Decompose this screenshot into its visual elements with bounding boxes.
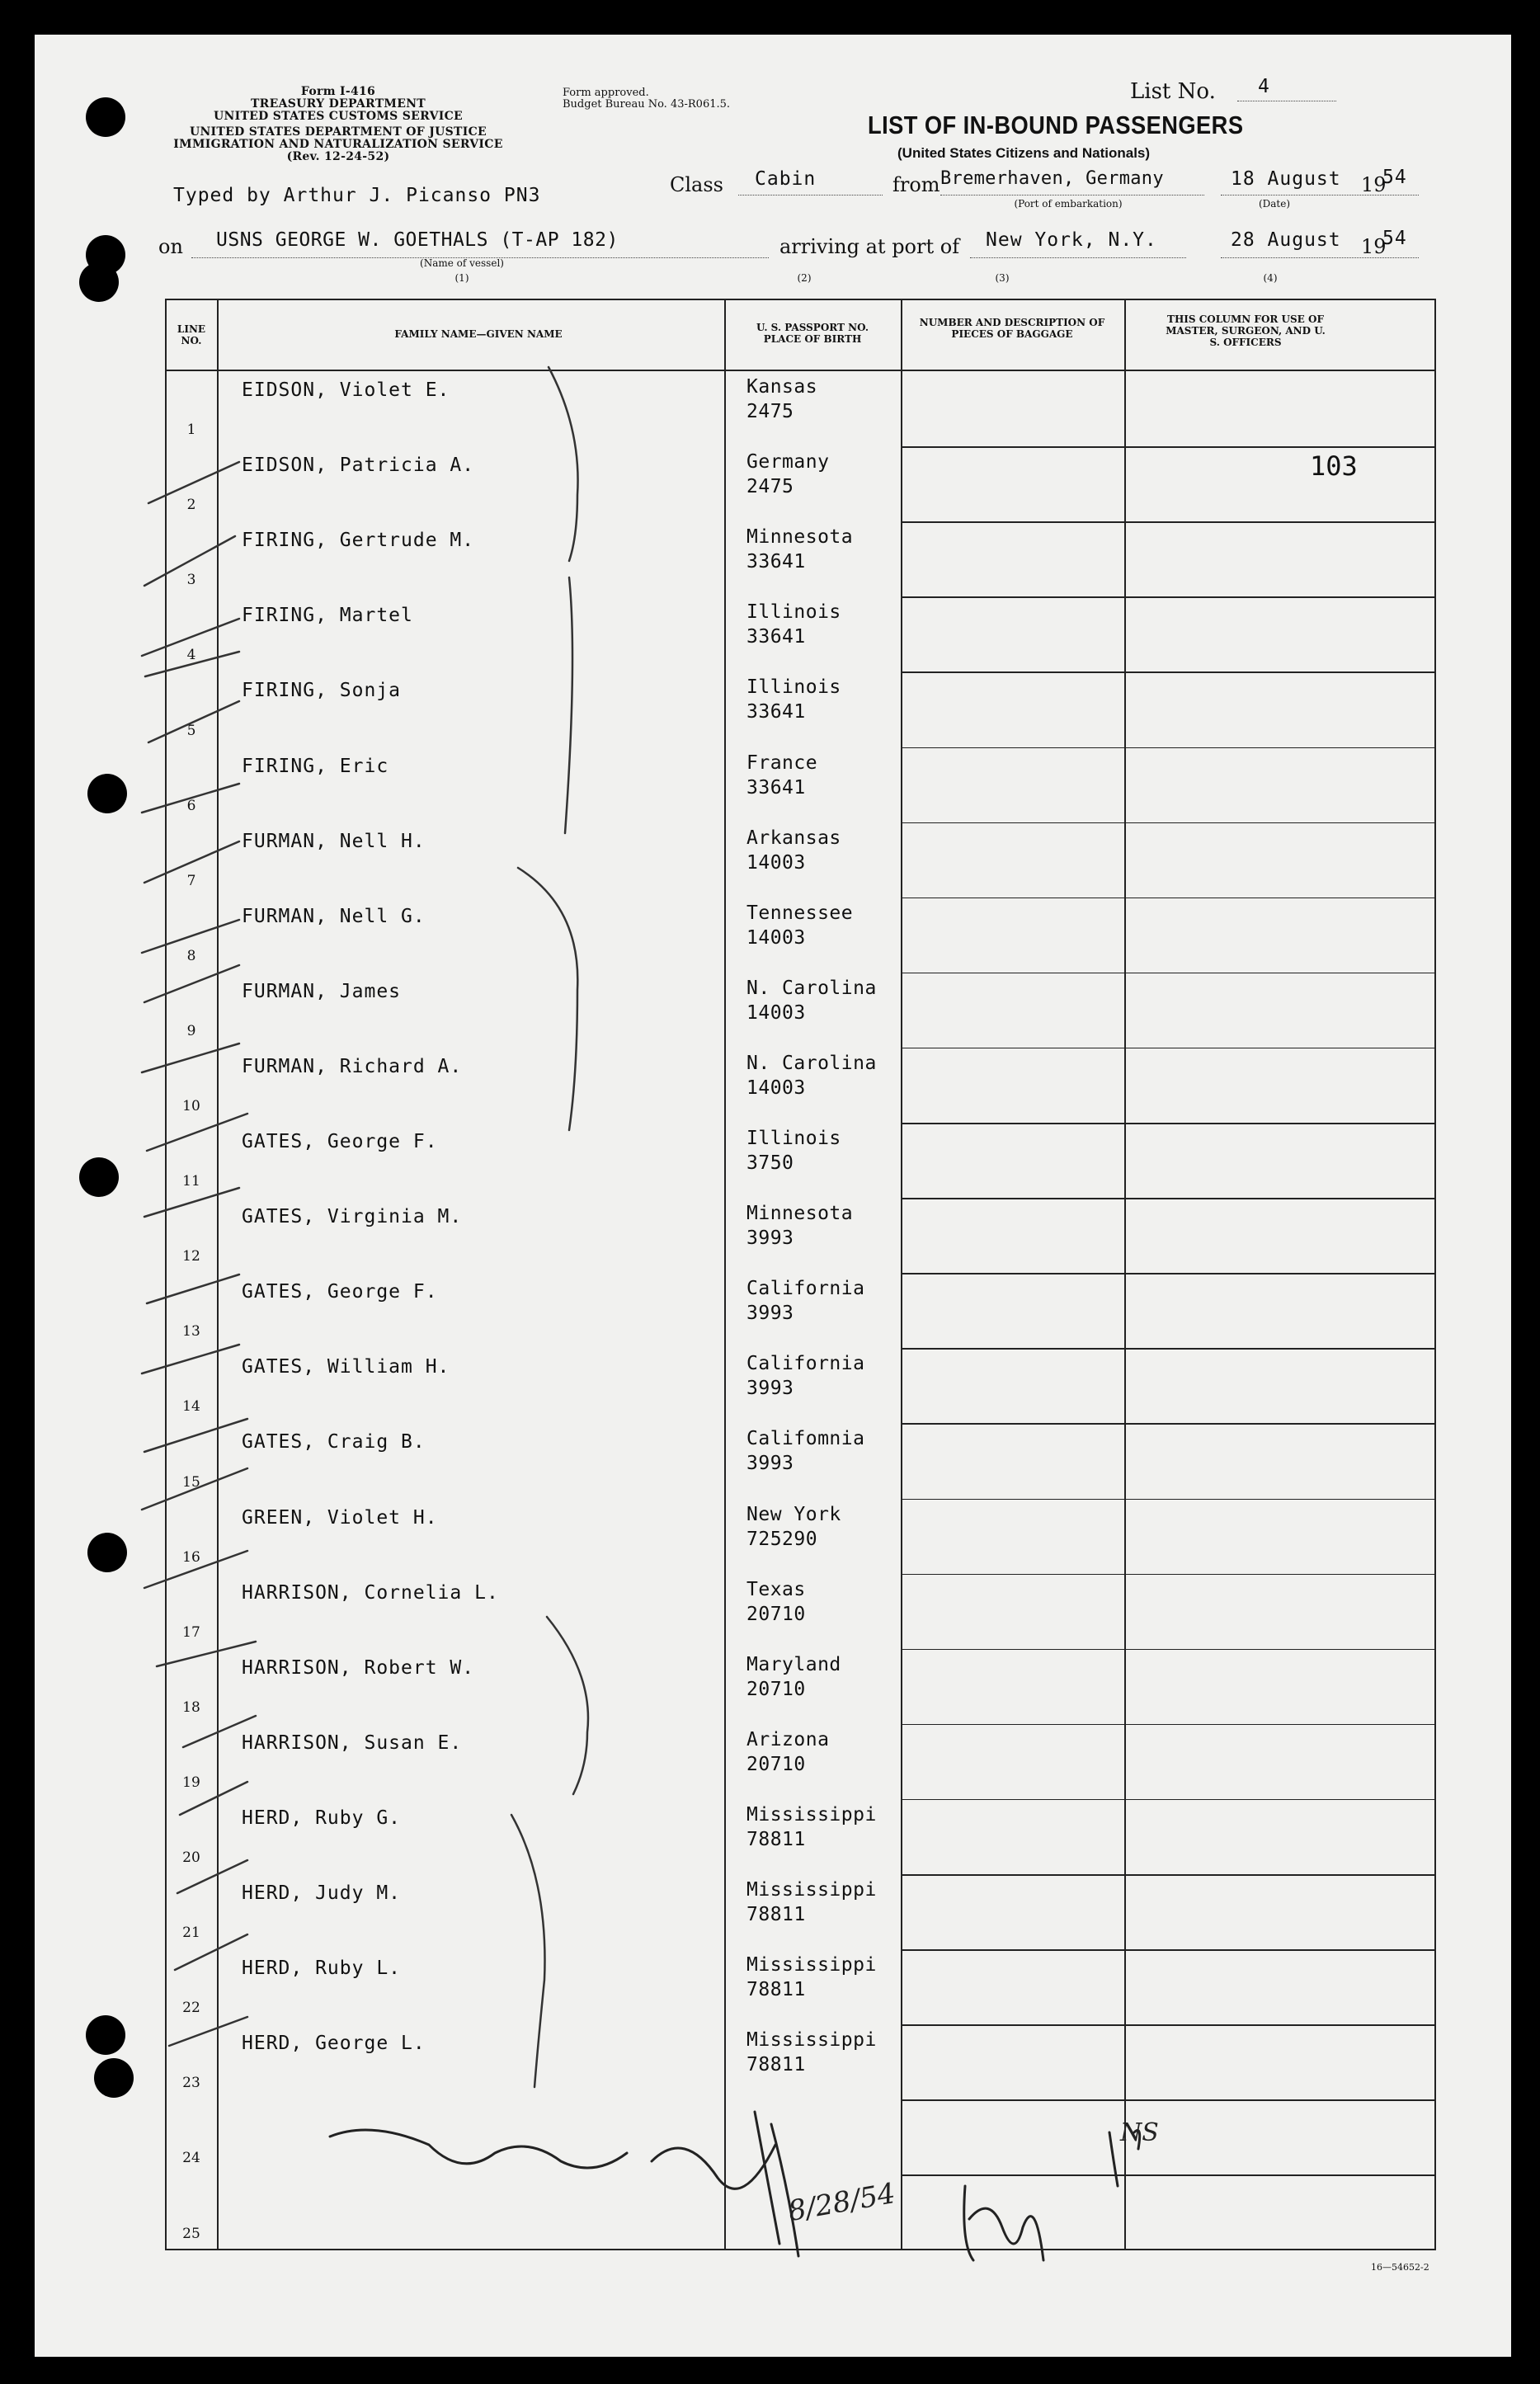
col2-caption: (2) xyxy=(797,272,812,284)
birthplace: Arizona xyxy=(746,1728,830,1750)
passenger-name: GATES, George F. xyxy=(242,1131,438,1152)
passport-number: 725290 xyxy=(746,1528,818,1550)
header-name: FAMILY NAME—GIVEN NAME xyxy=(394,328,563,340)
line-number: 20 xyxy=(182,1849,200,1866)
passport-number: 14003 xyxy=(746,851,806,874)
passport-number: 78811 xyxy=(746,1904,806,1925)
birthplace: N. Carolina xyxy=(746,977,877,999)
birthplace: Illinois xyxy=(746,1128,841,1149)
birthplace: N. Carolina xyxy=(746,1052,877,1074)
passenger-name: EIDSON, Violet E. xyxy=(242,379,450,401)
passenger-name: FIRING, Eric xyxy=(242,755,389,777)
class-value: Cabin xyxy=(755,168,817,190)
treasury-dept: TREASURY DEPARTMENT xyxy=(250,97,426,111)
birthplace: Minnesota xyxy=(746,1203,854,1225)
birthplace: California xyxy=(746,1278,865,1300)
passport-number: 14003 xyxy=(746,1001,806,1024)
header-line-no: LINE NO. xyxy=(177,323,206,346)
birthplace: Mississippi xyxy=(746,1803,877,1826)
passenger-name: EIDSON, Patricia A. xyxy=(242,455,475,477)
birthplace: France xyxy=(746,751,818,774)
passport-number: 3750 xyxy=(746,1152,794,1174)
class-label: Class xyxy=(670,173,723,196)
page-subtitle: (United States Citizens and Nationals) xyxy=(897,145,1151,161)
passenger-name: FURMAN, James xyxy=(242,980,402,1002)
line-number: 8 xyxy=(186,947,196,964)
line-number: 25 xyxy=(182,2225,200,2242)
date-caption: (Date) xyxy=(1258,198,1291,210)
passenger-name: FIRING, Martel xyxy=(242,605,413,627)
embarkation-caption: (Port of embarkation) xyxy=(1014,198,1123,210)
form-number: Form I-416 xyxy=(300,85,376,98)
header-passport: U. S. PASSPORT NO. PLACE OF BIRTH xyxy=(756,322,869,345)
passport-number: 3993 xyxy=(746,1378,794,1400)
birthplace: Mississippi xyxy=(746,1879,877,1901)
line-number: 3 xyxy=(186,572,196,589)
birthplace: New York xyxy=(746,1503,841,1525)
form-approved: Form approved. xyxy=(563,87,649,99)
justice-dept: UNITED STATES DEPARTMENT OF JUSTICE xyxy=(189,125,487,139)
line-number: 14 xyxy=(182,1398,200,1416)
passenger-name: HERD, Ruby G. xyxy=(242,1807,402,1829)
passenger-name: GATES, William H. xyxy=(242,1356,450,1378)
arrival-date: 28 August xyxy=(1231,229,1341,251)
line-number: 24 xyxy=(182,2150,200,2167)
passenger-name: GATES, Virginia M. xyxy=(242,1206,463,1228)
header-officers: THIS COLUMN FOR USE OF MASTER, SURGEON, AND U. S. OFFICERS xyxy=(1166,313,1326,348)
line-number: 2 xyxy=(186,497,196,514)
passport-number: 78811 xyxy=(746,1979,806,2001)
passport-number: 20710 xyxy=(746,1753,806,1775)
line-number: 7 xyxy=(186,872,196,889)
arrival-year: 54 xyxy=(1382,228,1407,249)
on-label: on xyxy=(158,235,183,258)
passport-number: 14003 xyxy=(746,926,806,949)
passport-number: 78811 xyxy=(746,1828,806,1850)
birthplace: Kansas xyxy=(746,376,818,398)
arriving-label: arriving at port of xyxy=(779,235,960,258)
line-number: 16 xyxy=(182,1548,200,1566)
passport-number: 2475 xyxy=(746,401,794,422)
from-label: from xyxy=(892,173,940,196)
line-number: 4 xyxy=(186,647,196,664)
line-number: 21 xyxy=(182,1925,200,1942)
birthplace: Maryland xyxy=(746,1653,841,1675)
line-number: 1 xyxy=(186,422,196,439)
col3-caption: (3) xyxy=(995,272,1010,284)
passenger-name: HARRISON, Robert W. xyxy=(242,1656,475,1679)
customs-service: UNITED STATES CUSTOMS SERVICE xyxy=(214,110,463,123)
passenger-name: GATES, George F. xyxy=(242,1281,438,1303)
signature-initials: NS xyxy=(1120,2118,1159,2147)
birthplace: Arkansas xyxy=(746,827,841,849)
line-number: 22 xyxy=(182,2000,200,2017)
departure-year: 54 xyxy=(1382,167,1407,188)
officer-note: 103 xyxy=(1310,450,1358,482)
birthplace: Mississippi xyxy=(746,2029,877,2052)
passenger-name: FURMAN, Richard A. xyxy=(242,1055,463,1077)
birthplace: Illinois xyxy=(746,676,841,699)
passenger-name: HARRISON, Cornelia L. xyxy=(242,1581,499,1604)
departure-year-prefix: 19 xyxy=(1361,173,1387,196)
birthplace: Mississippi xyxy=(746,1954,877,1976)
line-number: 6 xyxy=(186,797,196,814)
passenger-name: GREEN, Violet H. xyxy=(242,1506,438,1529)
birthplace: Califomnia xyxy=(746,1428,865,1450)
typed-by: Typed by Arthur J. Picanso PN3 xyxy=(173,185,541,206)
ins-service: IMMIGRATION AND NATURALIZATION SERVICE xyxy=(173,138,503,151)
line-number: 13 xyxy=(182,1323,200,1340)
passenger-name: HERD, George L. xyxy=(242,2033,426,2055)
passport-number: 78811 xyxy=(746,2054,806,2076)
line-number: 18 xyxy=(182,1698,200,1716)
embarkation-port: Bremerhaven, Germany xyxy=(940,168,1164,189)
birthplace: Tennessee xyxy=(746,902,854,924)
line-number: 15 xyxy=(182,1473,200,1491)
line-number: 12 xyxy=(182,1248,200,1265)
arrival-year-prefix: 19 xyxy=(1361,235,1387,258)
passport-number: 14003 xyxy=(746,1077,806,1099)
passenger-name: GATES, Craig B. xyxy=(242,1431,426,1453)
passport-number: 3993 xyxy=(746,1303,794,1325)
passport-number: 33641 xyxy=(746,551,806,573)
passport-number: 3993 xyxy=(746,1227,794,1250)
passport-number: 20710 xyxy=(746,1678,806,1700)
line-number: 5 xyxy=(186,722,196,739)
birthplace: Minnesota xyxy=(746,526,854,549)
line-number: 9 xyxy=(186,1022,196,1039)
list-number: 4 xyxy=(1258,76,1270,97)
birthplace: Illinois xyxy=(746,601,841,624)
passenger-name: HERD, Ruby L. xyxy=(242,1958,402,1980)
passenger-name: FURMAN, Nell G. xyxy=(242,905,426,927)
col4-caption: (4) xyxy=(1263,272,1278,284)
line-number: 19 xyxy=(182,1774,200,1791)
birthplace: Texas xyxy=(746,1578,806,1600)
line-number: 11 xyxy=(182,1173,200,1190)
signature-date: 8/28/54 xyxy=(785,2176,898,2229)
birthplace: Germany xyxy=(746,451,830,474)
passenger-name: FURMAN, Nell H. xyxy=(242,830,426,852)
line-number: 10 xyxy=(182,1098,200,1114)
passport-number: 33641 xyxy=(746,776,806,799)
passport-number: 2475 xyxy=(746,476,794,498)
birthplace: California xyxy=(746,1353,865,1375)
revision: (Rev. 12-24-52) xyxy=(286,150,390,163)
vessel-name: USNS GEORGE W. GOETHALS (T-AP 182) xyxy=(216,229,619,251)
line-number: 17 xyxy=(182,1623,200,1641)
passenger-name: FIRING, Gertrude M. xyxy=(242,530,475,552)
budget-bureau: Budget Bureau No. 43-R061.5. xyxy=(563,98,731,111)
footer-code: 16—54652-2 xyxy=(1371,2262,1429,2273)
passenger-name: FIRING, Sonja xyxy=(242,680,402,702)
passport-number: 33641 xyxy=(746,701,806,723)
header-baggage: NUMBER AND DESCRIPTION OF PIECES OF BAGGAGE xyxy=(919,317,1105,340)
passport-number: 20710 xyxy=(746,1603,806,1625)
passport-number: 3993 xyxy=(746,1453,794,1475)
passport-number: 33641 xyxy=(746,626,806,648)
departure-date: 18 August xyxy=(1231,168,1341,190)
arrival-port: New York, N.Y. xyxy=(986,229,1157,251)
col1-caption: (1) xyxy=(454,272,469,284)
passenger-name: HARRISON, Susan E. xyxy=(242,1731,463,1754)
page-title: LIST OF IN-BOUND PASSENGERS xyxy=(868,111,1244,139)
line-number: 23 xyxy=(182,2075,200,2092)
list-label: List No. xyxy=(1130,79,1216,104)
vessel-caption: (Name of vessel) xyxy=(420,257,504,269)
passenger-name: HERD, Judy M. xyxy=(242,1882,402,1904)
